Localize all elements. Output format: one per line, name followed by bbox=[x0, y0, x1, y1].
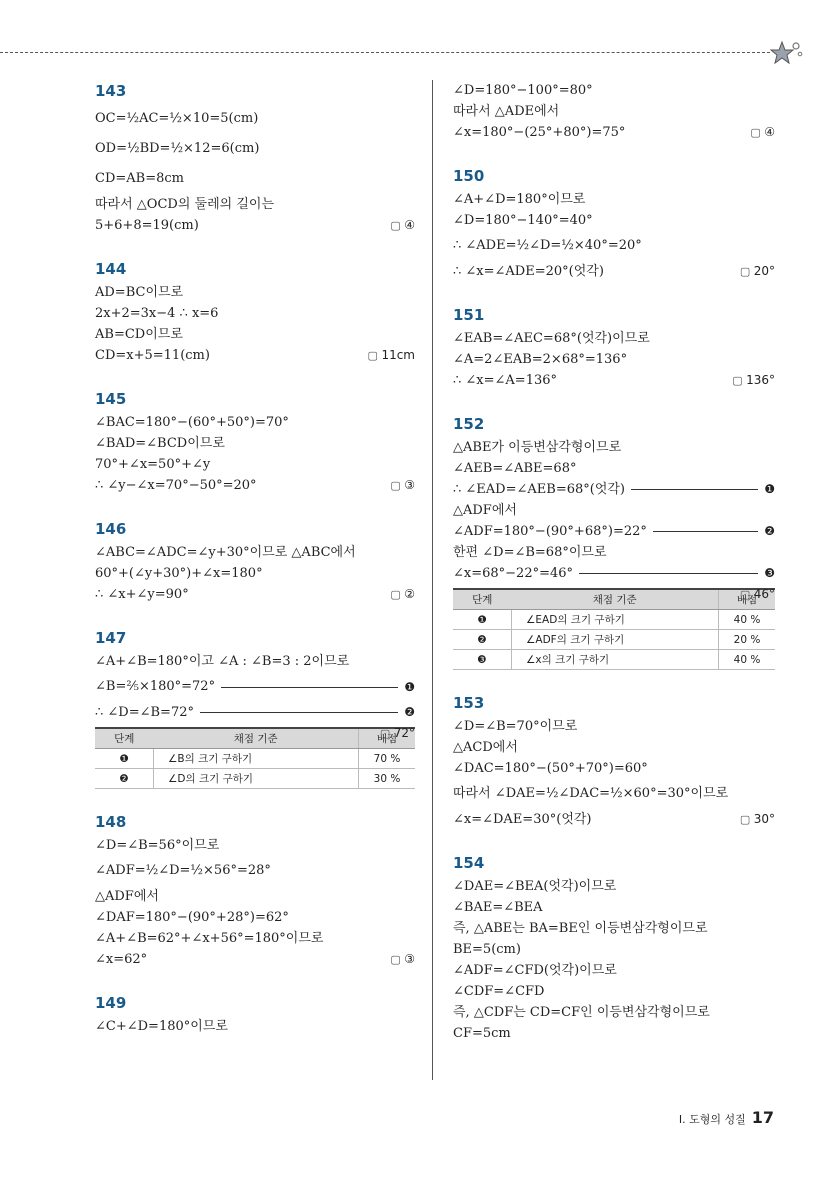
right-column bbox=[453, 80, 775, 1068]
table-header: 단계 bbox=[95, 728, 154, 749]
chapter-title: Ⅰ. 도형의 성질 bbox=[678, 1113, 746, 1126]
solution-text: ∠A+∠B=62°+∠x+56°=180°이므로 bbox=[95, 931, 324, 946]
solution-text: △ADF에서 bbox=[453, 503, 517, 518]
solution-line bbox=[95, 454, 415, 475]
step-rule bbox=[631, 489, 758, 490]
problem-number: 145 bbox=[95, 390, 127, 408]
table-cell: ❶ bbox=[453, 610, 512, 630]
problem-154 bbox=[453, 854, 775, 1044]
solution-text: ∠BAD=∠BCD이므로 bbox=[95, 436, 225, 451]
problem-number: 150 bbox=[453, 167, 485, 185]
problem-number: 146 bbox=[95, 520, 127, 538]
problem-number: 143 bbox=[95, 82, 127, 100]
solution-text: △ADF에서 bbox=[95, 889, 159, 904]
problem-151 bbox=[453, 306, 775, 391]
solution-line bbox=[453, 897, 775, 918]
solution-text: ∠AEB=∠ABE=68° bbox=[453, 461, 577, 476]
problem-144 bbox=[95, 260, 415, 366]
solution-line bbox=[453, 779, 775, 809]
table-header: 배점 bbox=[359, 728, 416, 749]
solution-line bbox=[453, 809, 775, 830]
table-cell: 30 % bbox=[359, 769, 416, 789]
scoring-table bbox=[95, 727, 415, 789]
table-cell: ∠B의 크기 구하기 bbox=[154, 749, 359, 769]
problem-145 bbox=[95, 390, 415, 496]
step-rule bbox=[200, 712, 398, 713]
solution-text: 한편 ∠D=∠B=68°이므로 bbox=[453, 545, 607, 560]
problem-number: 148 bbox=[95, 813, 127, 831]
problem-number: 153 bbox=[453, 694, 485, 712]
step-rule bbox=[579, 573, 758, 574]
problem-152 bbox=[453, 415, 775, 670]
solution-text: ∠EAB=∠AEC=68°(엇각)이므로 bbox=[453, 331, 650, 346]
solution-line bbox=[95, 104, 415, 134]
solution-line bbox=[453, 939, 775, 960]
problem-149 bbox=[95, 994, 415, 1037]
solution-text: AB=CD이므로 bbox=[95, 327, 183, 342]
table-row bbox=[453, 610, 775, 630]
table-header: 채점 기준 bbox=[512, 589, 719, 610]
solution-text: 즉, △CDF는 CD=CF인 이등변삼각형이므로 bbox=[453, 1005, 710, 1020]
solution-text: ∠ABC=∠ADC=∠y+30°이므로 △ABC에서 bbox=[95, 545, 356, 560]
problem-number: 152 bbox=[453, 415, 485, 433]
table-cell: ❷ bbox=[95, 769, 154, 789]
solution-text: 2x+2=3x−4 ∴ x=6 bbox=[95, 306, 219, 321]
solution-text: ∴ ∠D=∠B=72° bbox=[95, 705, 194, 720]
solution-line bbox=[453, 960, 775, 981]
solution-line bbox=[95, 835, 415, 856]
page-number: 17 bbox=[751, 1108, 774, 1127]
solution-line bbox=[95, 886, 415, 907]
answer-box: ▢ 136° bbox=[732, 370, 775, 391]
solution-text: ∠BAC=180°−(60°+50°)=70° bbox=[95, 415, 289, 430]
solution-text: OD=½BD=½×12=6(cm) bbox=[95, 141, 260, 156]
solution-line bbox=[95, 949, 415, 970]
solution-line bbox=[453, 500, 775, 521]
step-marker: ❸ bbox=[764, 566, 775, 580]
solution-text: ∠A+∠D=180°이므로 bbox=[453, 192, 586, 207]
solution-line bbox=[95, 1016, 415, 1037]
solution-line bbox=[453, 918, 775, 939]
solution-text: ∠DAE=∠BEA(엇각)이므로 bbox=[453, 879, 617, 894]
solution-line bbox=[453, 122, 775, 143]
table-cell: ❶ bbox=[95, 749, 154, 769]
table-row bbox=[95, 769, 415, 789]
table-cell: ∠D의 크기 구하기 bbox=[154, 769, 359, 789]
solution-line bbox=[453, 1002, 775, 1023]
solution-line bbox=[453, 437, 775, 458]
solution-text: 70°+∠x=50°+∠y bbox=[95, 457, 211, 472]
problem-153 bbox=[453, 694, 775, 830]
problem-148 bbox=[95, 813, 415, 970]
solution-line bbox=[95, 303, 415, 324]
solution-line bbox=[95, 856, 415, 886]
solution-text: AD=BC이므로 bbox=[95, 285, 184, 300]
table-row bbox=[453, 630, 775, 650]
solution-text: CD=AB=8cm bbox=[95, 171, 184, 186]
solution-text: ∠CDF=∠CFD bbox=[453, 984, 545, 999]
solution-text: ∠C+∠D=180°이므로 bbox=[95, 1019, 228, 1034]
solution-line bbox=[95, 433, 415, 454]
table-header: 단계 bbox=[453, 589, 512, 610]
step-marker: ❷ bbox=[404, 705, 415, 719]
solution-text: 따라서 △OCD의 둘레의 길이는 bbox=[95, 197, 275, 212]
solution-text: ∠B=⅖×180°=72° bbox=[95, 679, 216, 694]
solution-line bbox=[95, 563, 415, 584]
solution-text: ∠DAF=180°−(90°+28°)=62° bbox=[95, 910, 289, 925]
solution-line bbox=[453, 737, 775, 758]
solution-line bbox=[453, 210, 775, 231]
step-rule bbox=[653, 531, 758, 532]
answer-box: ▢ 11cm bbox=[368, 345, 415, 366]
solution-text: 5+6+8=19(cm) bbox=[95, 218, 199, 233]
solution-text: 즉, △ABE는 BA=BE인 이등변삼각형이므로 bbox=[453, 921, 708, 936]
answer-box: ▢ 20° bbox=[740, 261, 775, 282]
solution-line bbox=[453, 876, 775, 897]
solution-text: OC=½AC=½×10=5(cm) bbox=[95, 111, 259, 126]
solution-text: ∴ ∠ADE=½∠D=½×40°=20° bbox=[453, 238, 642, 253]
solution-line bbox=[453, 521, 775, 542]
solution-text: ∠A+∠B=180°이고 ∠A : ∠B=3 : 2이므로 bbox=[95, 654, 350, 669]
solution-line bbox=[95, 412, 415, 433]
solution-text: CF=5cm bbox=[453, 1026, 511, 1041]
table-cell: 40 % bbox=[719, 610, 776, 630]
left-column bbox=[95, 80, 415, 1061]
problem-147 bbox=[95, 629, 415, 789]
answer-box: ▢ 30° bbox=[740, 809, 775, 830]
solution-line bbox=[453, 370, 775, 391]
problem-number: 144 bbox=[95, 260, 127, 278]
solution-text: ∠BAE=∠BEA bbox=[453, 900, 543, 915]
solution-line bbox=[453, 758, 775, 779]
answer-box: ▢ ④ bbox=[750, 122, 775, 143]
solution-line bbox=[95, 702, 415, 723]
solution-text: ∴ ∠x=∠A=136° bbox=[453, 373, 558, 388]
problem-number: 149 bbox=[95, 994, 127, 1012]
solution-text: ∴ ∠x+∠y=90° bbox=[95, 587, 189, 602]
solution-line bbox=[95, 345, 415, 366]
table-cell: ∠ADF의 크기 구하기 bbox=[512, 630, 719, 650]
solution-line bbox=[95, 475, 415, 496]
solution-text: 따라서 ∠DAE=½∠DAC=½×60°=30°이므로 bbox=[453, 786, 729, 801]
solution-text: ∠ADF=∠CFD(엇각)이므로 bbox=[453, 963, 617, 978]
solution-text: △ABE가 이등변삼각형이므로 bbox=[453, 440, 622, 455]
answer-box: ▢ ③ bbox=[390, 475, 415, 496]
solution-text: ∠ADF=½∠D=½×56°=28° bbox=[95, 863, 271, 878]
solution-line bbox=[95, 194, 415, 215]
problem-146 bbox=[95, 520, 415, 605]
star-icon bbox=[770, 38, 806, 68]
solution-text: ∴ ∠x=∠ADE=20°(엇각) bbox=[453, 264, 604, 279]
solution-line bbox=[95, 215, 415, 236]
page-footer bbox=[679, 1108, 774, 1127]
solution-line bbox=[453, 981, 775, 1002]
table-cell: ∠x의 크기 구하기 bbox=[512, 650, 719, 670]
problem-number: 154 bbox=[453, 854, 485, 872]
table-cell: ❸ bbox=[453, 650, 512, 670]
header-dashed-line bbox=[0, 52, 770, 53]
table-cell: ❷ bbox=[453, 630, 512, 650]
answer-box: ▢ ④ bbox=[390, 215, 415, 236]
solution-text: ∴ ∠y−∠x=70°−50°=20° bbox=[95, 478, 257, 493]
solution-text: ∠x=68°−22°=46° bbox=[453, 566, 574, 581]
answer-box: ▢ 72° bbox=[380, 723, 415, 744]
solution-line bbox=[453, 458, 775, 479]
solution-text: ∠D=∠B=70°이므로 bbox=[453, 719, 578, 734]
solution-text: ∠ADF=180°−(90°+68°)=22° bbox=[453, 524, 647, 539]
solution-line bbox=[453, 349, 775, 370]
solution-text: ∠DAC=180°−(50°+70°)=60° bbox=[453, 761, 648, 776]
solution-line bbox=[95, 134, 415, 164]
solution-line bbox=[453, 542, 775, 563]
solution-line bbox=[453, 563, 775, 584]
solution-line bbox=[95, 324, 415, 345]
solution-text: CD=x+5=11(cm) bbox=[95, 348, 210, 363]
answer-box: ▢ ③ bbox=[390, 949, 415, 970]
table-cell: 40 % bbox=[719, 650, 776, 670]
solution-line bbox=[95, 928, 415, 949]
solution-line bbox=[95, 672, 415, 702]
solution-text: ∠x=180°−(25°+80°)=75° bbox=[453, 125, 626, 140]
solution-text: ∠x=∠DAE=30°(엇각) bbox=[453, 812, 592, 827]
solution-line bbox=[453, 80, 775, 101]
solution-line bbox=[95, 282, 415, 303]
solution-text: 60°+(∠y+30°)+∠x=180° bbox=[95, 566, 263, 581]
solution-text: 따라서 △ADE에서 bbox=[453, 104, 560, 119]
table-header: 채점 기준 bbox=[154, 728, 359, 749]
solution-line bbox=[95, 542, 415, 563]
step-rule bbox=[221, 687, 398, 688]
step-marker: ❶ bbox=[404, 680, 415, 694]
solution-line bbox=[453, 479, 775, 500]
problem-143 bbox=[95, 82, 415, 236]
table-row bbox=[95, 749, 415, 769]
table-cell: 70 % bbox=[359, 749, 416, 769]
solution-line bbox=[453, 261, 775, 282]
problem-number: 151 bbox=[453, 306, 485, 324]
column-divider bbox=[432, 80, 433, 1080]
problem-cont bbox=[453, 80, 775, 143]
solution-line bbox=[453, 1023, 775, 1044]
solution-text: ∴ ∠EAD=∠AEB=68°(엇각) bbox=[453, 482, 626, 497]
solution-text: △ACD에서 bbox=[453, 740, 518, 755]
solution-line bbox=[453, 716, 775, 737]
solution-text: BE=5(cm) bbox=[453, 942, 521, 957]
solution-line bbox=[95, 907, 415, 928]
solution-line bbox=[95, 164, 415, 194]
solution-line bbox=[453, 101, 775, 122]
problem-150 bbox=[453, 167, 775, 282]
table-cell: ∠EAD의 크기 구하기 bbox=[512, 610, 719, 630]
solution-line bbox=[453, 231, 775, 261]
solution-text: ∠D=∠B=56°이므로 bbox=[95, 838, 220, 853]
problem-number: 147 bbox=[95, 629, 127, 647]
solution-text: ∠A=2∠EAB=2×68°=136° bbox=[453, 352, 628, 367]
solution-line bbox=[95, 651, 415, 672]
solution-line bbox=[95, 584, 415, 605]
answer-box: ▢ ② bbox=[390, 584, 415, 605]
answer-box: ▢ 46° bbox=[740, 584, 775, 605]
solution-line bbox=[453, 328, 775, 349]
solution-text: ∠D=180°−100°=80° bbox=[453, 83, 593, 98]
step-marker: ❶ bbox=[764, 482, 775, 496]
table-row bbox=[453, 650, 775, 670]
step-marker: ❷ bbox=[764, 524, 775, 538]
table-cell: 20 % bbox=[719, 630, 776, 650]
solution-text: ∠x=62° bbox=[95, 952, 148, 967]
table-header: 배점 bbox=[719, 589, 776, 610]
solution-line bbox=[453, 189, 775, 210]
solution-text: ∠D=180°−140°=40° bbox=[453, 213, 593, 228]
scoring-table bbox=[453, 588, 775, 670]
